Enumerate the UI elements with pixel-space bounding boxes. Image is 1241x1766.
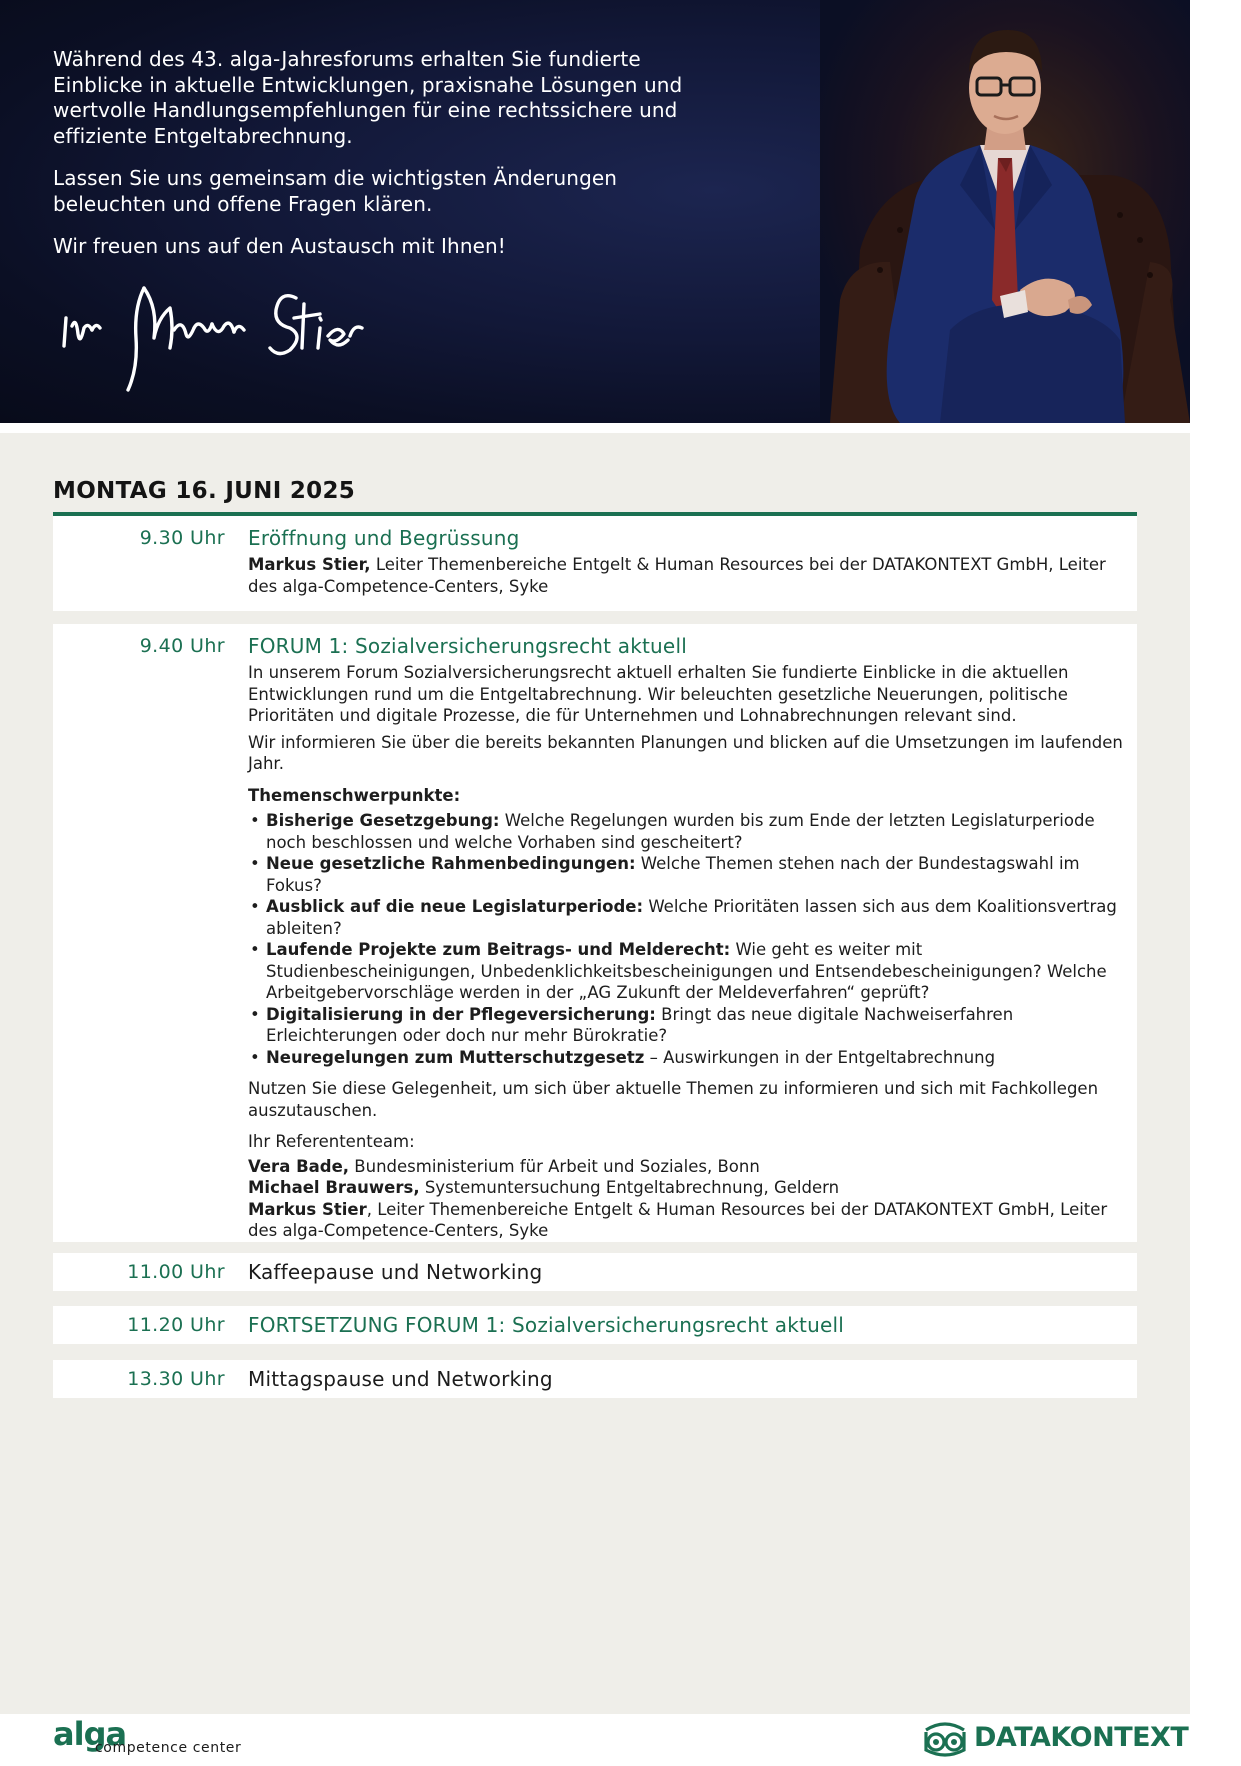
day-title: MONTAG 16. JUNI 2025 (53, 478, 356, 504)
list-item: • Neue gesetzliche Rahmenbedingungen: Welche Themen stehen nach der Bundestagswahl im Fokus? (248, 853, 1128, 896)
speaker-role: Leiter Themenbereiche Entgelt & Human Resources bei der DATAKONTEXT GmbH, Leiter des alga-Competence-Centers, Syke (248, 555, 1106, 596)
agenda-item (53, 516, 1137, 611)
datakontext-logo-word: DATAKONTEXT (974, 1722, 1189, 1753)
list-item: • Neuregelungen zum Mutterschutzgesetz – Auswirkungen in der Entgeltabrechnung (248, 1047, 1128, 1069)
session-content (248, 525, 1128, 602)
agenda-item (53, 1360, 1137, 1398)
speaker-team (248, 1156, 1128, 1242)
speaker-entry: Michael Brauwers, Systemuntersuchung Entgeltabrechnung, Geldern (248, 1178, 840, 1197)
session-content (248, 1312, 1128, 1338)
session-content (248, 1366, 1128, 1392)
session-time: 13.30 Uhr (127, 1368, 225, 1390)
session-content (248, 1259, 1128, 1285)
list-item: • Bisherige Gesetzgebung: Welche Regelungen wurden bis zum Ende der letzten Legislaturperiode noch beschlossen und welche Vorhaben sind gescheitert? (248, 810, 1128, 853)
list-item: • Ausblick auf die neue Legislaturperiode: Welche Prioritäten lassen sich aus dem Koalitionsvertrag ableiten? (248, 896, 1128, 939)
session-title: Mittagspause und Networking (248, 1367, 553, 1391)
signature (58, 278, 378, 398)
speaker-name: Markus Stier, (248, 555, 371, 574)
session-time: 11.00 Uhr (127, 1261, 225, 1283)
team-heading: Ihr Referententeam: (248, 1132, 415, 1151)
session-title: FORUM 1: Sozialversicherungsrecht aktuell (248, 634, 687, 658)
session-content (248, 633, 1128, 1242)
topics-heading: Themenschwerpunkte: (248, 785, 461, 805)
agenda-item (53, 1306, 1137, 1344)
hero-paragraph: Lassen Sie uns gemeinsam die wichtigsten Änderungen beleuchten und offene Fragen klären. (53, 166, 618, 216)
speaker-portrait (820, 0, 1190, 423)
alga-logo (53, 1715, 273, 1760)
datakontext-owl-icon (922, 1720, 968, 1758)
session-title: Eröffnung und Begrüssung (248, 526, 520, 550)
session-closing: Nutzen Sie diese Gelegenheit, um sich über aktuelle Themen zu informieren und sich mit Fachkollegen auszutauschen. (248, 1079, 1099, 1120)
agenda-item (53, 624, 1137, 1242)
alga-logo-word: alga (53, 1715, 127, 1753)
session-time: 9.40 Uhr (139, 635, 225, 657)
speaker-entry: Vera Bade, Bundesministerium für Arbeit und Soziales, Bonn (248, 1156, 760, 1176)
session-intro: Wir informieren Sie über die bereits bekannten Planungen und blicken auf die Umsetzungen im laufenden Jahr. (248, 732, 1123, 773)
hero-paragraph: Wir freuen uns auf den Austausch mit Ihnen! (53, 234, 506, 258)
alga-logo-subtitle: competence center (95, 1740, 242, 1756)
datakontext-logo (922, 1720, 1192, 1760)
hero-text (53, 47, 713, 277)
list-item: • Laufende Projekte zum Beitrags- und Melderecht: Wie geht es weiter mit Studienbescheinigungen, Unbedenklichkeitsbescheinigungen und Entsendebescheinigungen? Welche Arbeitgebervorschläge werden in der „AG Zukunft der Meldeverfahren“ geprüft? (248, 939, 1128, 1004)
topics-list (248, 810, 1128, 1068)
hero-paragraph: Während des 43. alga-Jahresforums erhalten Sie fundierte Einblicke in aktuelle Entwicklungen, praxisnahe Lösungen und wertvolle Handlungsempfehlungen für eine rechtssichere und effiziente Entgeltabrechnung. (53, 47, 683, 148)
session-title: Kaffeepause und Networking (248, 1260, 543, 1284)
list-item: • Digitalisierung in der Pflegeversicherung: Bringt das neue digitale Nachweiserfahren Erleichterungen oder doch nur mehr Bürokratie? (248, 1004, 1128, 1047)
speaker-entry: Markus Stier, Leiter Themenbereiche Entgelt & Human Resources bei der DATAKONTEXT GmbH, Leiter des alga-Competence-Centers, Syke (248, 1199, 1108, 1240)
session-time: 9.30 Uhr (139, 527, 225, 549)
session-title: FORTSETZUNG FORUM 1: Sozialversicherungsrecht aktuell (248, 1313, 844, 1337)
agenda-item (53, 1253, 1137, 1291)
hero-banner (0, 0, 1190, 423)
session-intro: In unserem Forum Sozialversicherungsrecht aktuell erhalten Sie fundierte Einblicke in die aktuellen Entwicklungen rund um die Entgeltabrechnung. Wir beleuchten gesetzliche Neuerungen, politische Prioritäten und digitale Prozesse, die für Unternehmen und Lohnabrechnungen relevant sind. (248, 663, 1069, 725)
session-time: 11.20 Uhr (127, 1314, 225, 1336)
